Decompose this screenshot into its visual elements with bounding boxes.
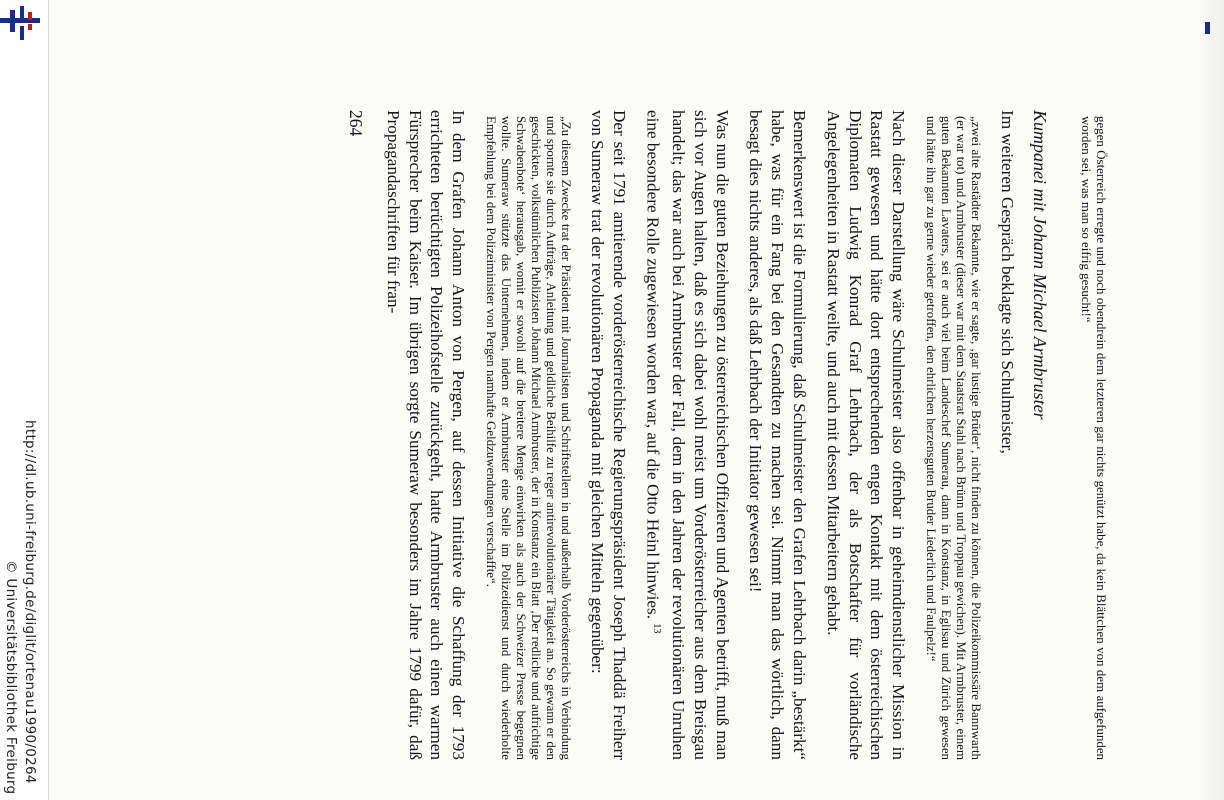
block-quote: „Zu diesem Zwecke trat der Präsident mit Journalisten und Schriftstellern in und außerhalb Vorderösterreichs in Verbindung und spornte sie durch Aufträge, Anleitung und geldliche Beihilfe zu reger antirevolutionärer Tätigkeit an. So gewann er den geschickten, volkstümlichen Publizisten Johann Michael Armbruster, der in Konstanz ein Blatt ‚Der redliche und aufrichtige Schwabenbote‘ herausgab, womit er sowohl auf die breitere Menge einwirken als auch der Schweizer Presse begegnen wollte. Sumeraw stützte das Unternehmen, indem er Armbruster eine Stelle im Polizeidienst und durch wiederholte Empfehlung bei dem Polizeiminister von Pergen namhafte Geldzuwendungen verschaffte“. [484,116,574,760]
block-quote: „zwei alte Rastädter Bekannte, wie er sagte, ‚gar lustige Brüder‘, nicht finden zu können, die Polizeikommissäre Bannwarth (er war tot) und Armbruster (dieser war mit dem Staatsrat Stahl nach Brünn und Troppau gewichen). Mit Armbruster, einem guten Bekannten Lavaters, sei er auch viel beim Landeschef Sumerau, dann in Konstanz, in Eglisau und Zürich gewesen und hätte ihn gar zu gerne wieder getroffen, den ehrlichen herzensguten Bruder Liederlich und Faulpelz!“ [924,116,984,760]
quote-continuation: gegen Österreich erregte und noch obendrein dem letzteren gar nichts genützt habe, da kein Blättchen von dem aufgefunden worden sei, was man so eifrig gesucht!“ [1079,116,1108,760]
library-logo-icon [0,4,44,48]
rotated-page-text [108,110,1108,760]
page-edge-marker [1205,22,1210,34]
body-paragraph: Bemerkenswert ist die Formulierung, daß Schulmeister den Grafen Lehrbach darin „bestärkt“ habe, was für ein Fang bei den Gesandten zu machen sei. Nimmt man das wörtlich, dann besagt dies nichts anderes, als daß Lehrbach der Initiator gewesen sei! [746,110,810,760]
viewer-sidebar [0,0,49,800]
body-paragraph [642,110,733,760]
body-paragraph: Im weiteren Gespräch beklagte sich Schulmeister, [998,110,1017,454]
copyright-notice: © Universitätsbibliothek Freiburg [3,560,19,795]
body-paragraph: Nach dieser Darstellung wäre Schulmeister also offenbar in geheimdienstlicher Mission in Rastatt gewesen und hätte dort entsprechenden engen Kontakt mit dem österreichischen Diplomaten Ludwig Konrad Graf Lehrbach, der als Botschafter für vorländische Angelegenheiten in Rastatt weilte, und auch mit dessen Mitarbeitern gehabt. [823,110,909,760]
section-heading: Kumpanei mit Johann Michael Armbruster [1030,110,1050,420]
page-shadow [1198,0,1224,800]
body-paragraph: Der seit 1791 amtierende vorderösterreichische Regierungspräsident Joseph Thaddä Freiherr von Sumeraw trat der revolutionären Propaganda mit gleichen Mitteln gegenüber: [587,110,629,760]
footnote-ref: 13 [651,623,663,634]
page-number: 264 [345,110,366,137]
body-paragraph-text: Was nun die guten Beziehungen zu österreichischen Offizieren und Agenten betrifft, muß man sich vor Augen halten, daß es sich dabei wohl meist um Vorderösterreicher aus dem Breisgau handelt; das war auch bei Armbruster der Fall, dem in den Jahren der revolutionären Unruhen eine besondere Rolle zugewiesen worden war, auf die Otto Heinl hinwies. [643,110,732,760]
source-url[interactable]: http://dl.ub.uni-freiburg.de/diglit/ortenau1990/0264 [22,420,38,784]
body-paragraph: In dem Grafen Johann Anton von Pergen, auf dessen Initiative die Schaffung der 1793 errichteten berüchtigten Polizeihofstelle zurückgeht, hatte Armbruster auch einen warmen Fürsprecher beim Kaiser. Im übrigen sorgte Sumeraw besonders im Jahre 1799 dafür, daß Propagandaschriften für fran- [383,110,469,760]
